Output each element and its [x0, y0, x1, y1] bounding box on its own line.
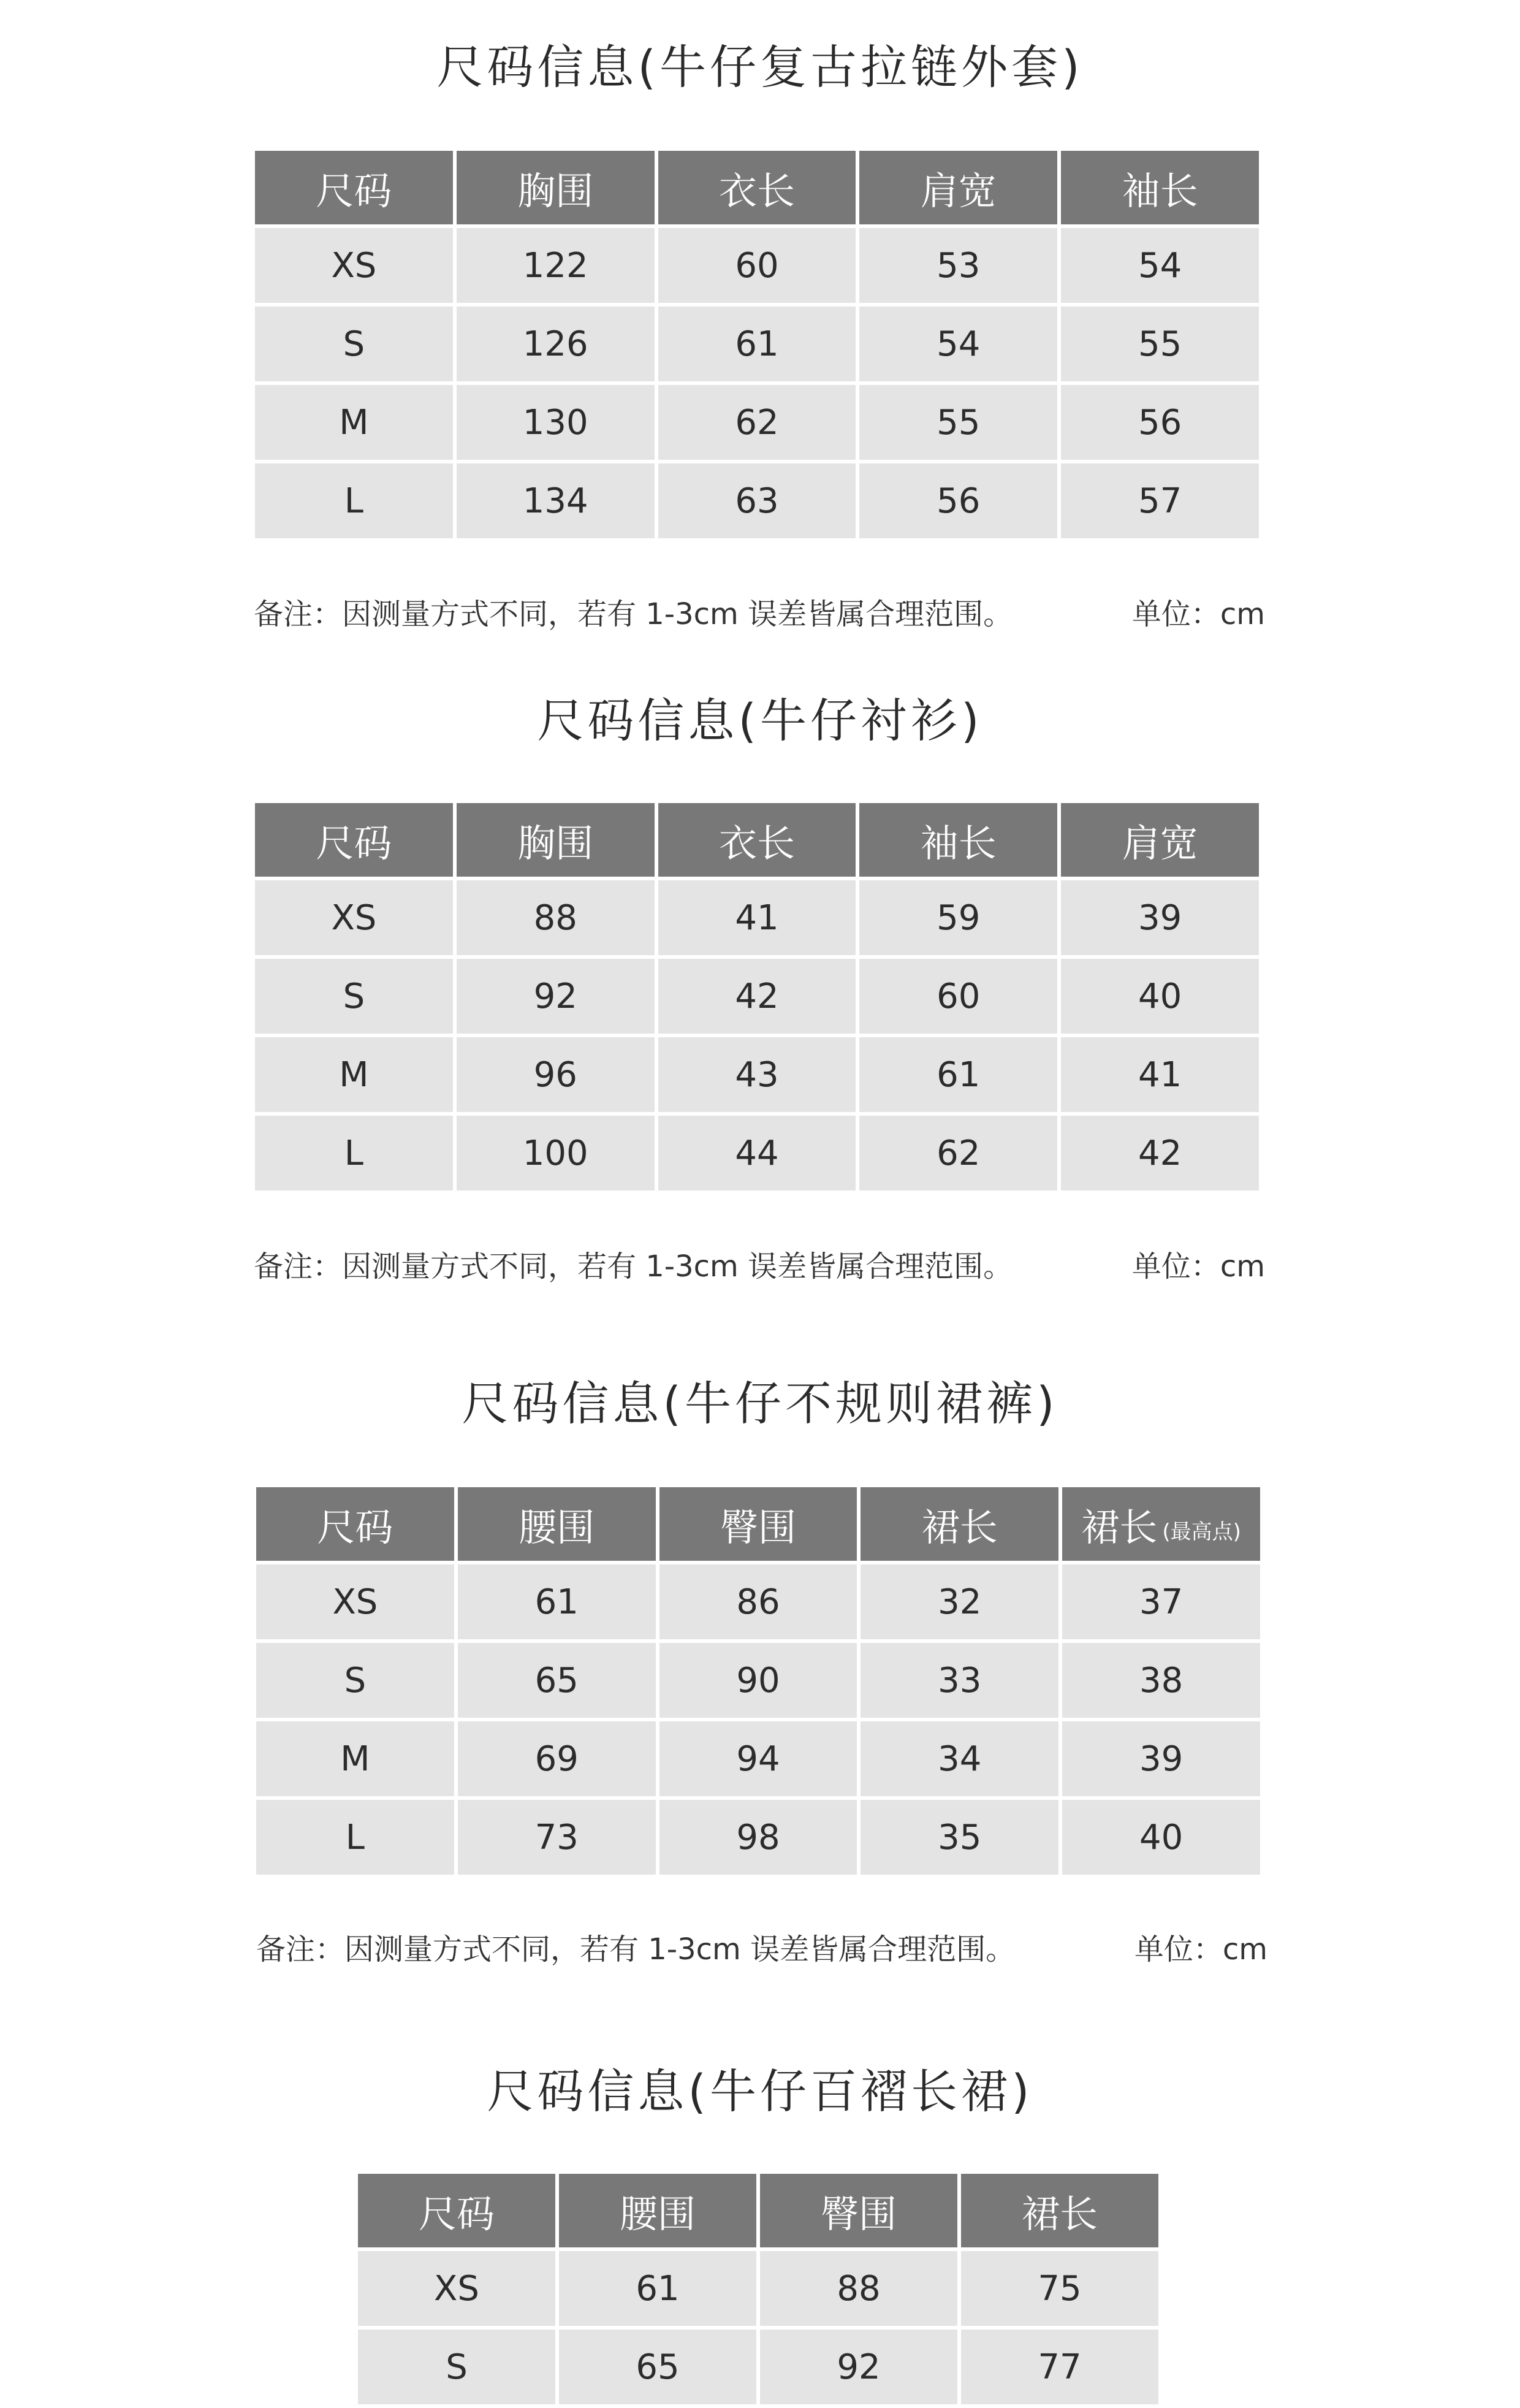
column-header	[457, 803, 655, 877]
table-row	[358, 2251, 1158, 2326]
section-title: 尺码信息(牛仔复古拉链外套)	[436, 40, 1084, 94]
measurement-cell: 39	[1062, 1721, 1260, 1796]
table-header-row	[256, 1487, 1260, 1561]
column-header-label: 肩宽	[920, 168, 997, 213]
column-header	[760, 2174, 957, 2247]
column-header-label: 裙长	[1081, 1504, 1158, 1550]
measurement-cell: 77	[961, 2330, 1158, 2404]
column-header-label: 尺码	[418, 2191, 495, 2236]
size-cell: XS	[255, 228, 453, 303]
measurement-cell: 134	[457, 463, 655, 538]
size-table	[354, 2170, 1162, 2408]
column-header-label: 腰围	[519, 1504, 595, 1550]
measurement-cell: 59	[859, 880, 1057, 955]
measurement-note	[256, 1932, 1267, 1967]
measurement-cell: 100	[457, 1116, 655, 1191]
table-header-row	[255, 803, 1259, 877]
measurement-cell: 40	[1062, 1800, 1260, 1875]
measurement-cell: 69	[458, 1721, 656, 1796]
measurement-cell: 56	[1061, 385, 1259, 460]
measurement-cell: 35	[861, 1800, 1058, 1875]
table-row	[255, 1037, 1259, 1112]
measurement-cell: 65	[458, 1643, 656, 1718]
table-row	[255, 463, 1259, 538]
column-header	[457, 151, 655, 224]
size-cell: S	[255, 307, 453, 381]
measurement-cell: 56	[859, 463, 1057, 538]
measurement-cell: 37	[1062, 1564, 1260, 1639]
column-header-label: 袖长	[920, 820, 997, 866]
measurement-cell: 57	[1061, 463, 1259, 538]
column-header-label: 臀围	[720, 1504, 796, 1550]
column-header-label: 尺码	[316, 168, 392, 213]
column-header-label: 胸围	[517, 168, 594, 213]
measurement-cell: 62	[658, 385, 856, 460]
size-cell: M	[255, 1037, 453, 1112]
table-row	[256, 1643, 1260, 1718]
table-row	[358, 2330, 1158, 2404]
unit-label: 单位：cm	[1131, 1249, 1265, 1284]
measurement-cell: 43	[658, 1037, 856, 1112]
measurement-cell: 42	[658, 959, 856, 1034]
measurement-cell: 34	[861, 1721, 1058, 1796]
measurement-cell: 41	[658, 880, 856, 955]
measurement-cell: 55	[1061, 307, 1259, 381]
measurement-cell: 86	[659, 1564, 857, 1639]
section-title: 尺码信息(牛仔百褶长裙)	[487, 2064, 1033, 2119]
size-cell: L	[255, 1116, 453, 1191]
size-cell: S	[255, 959, 453, 1034]
measurement-cell: 55	[859, 385, 1057, 460]
measurement-cell: 44	[658, 1116, 856, 1191]
measurement-cell: 98	[659, 1800, 857, 1875]
measurement-cell: 130	[457, 385, 655, 460]
measurement-cell: 88	[760, 2251, 957, 2326]
measurement-cell: 96	[457, 1037, 655, 1112]
column-header	[659, 1487, 857, 1561]
column-header-label: 裙长	[1021, 2191, 1098, 2236]
size-cell: M	[256, 1721, 454, 1796]
table-header-row	[358, 2174, 1158, 2247]
table-row	[255, 228, 1259, 303]
column-header-label: 裙长	[921, 1504, 998, 1550]
measurement-cell: 61	[559, 2251, 756, 2326]
size-cell: S	[358, 2330, 555, 2404]
measurement-cell: 90	[659, 1643, 857, 1718]
column-header-note: (最高点)	[1162, 1519, 1241, 1544]
table-row	[255, 385, 1259, 460]
column-header	[859, 151, 1057, 224]
note-text: 备注：因测量方式不同，若有 1-3cm 误差皆属合理范围。	[254, 1249, 1013, 1284]
table-row	[255, 1116, 1259, 1191]
column-header	[256, 1487, 454, 1561]
column-header	[658, 803, 856, 877]
measurement-cell: 53	[859, 228, 1057, 303]
measurement-cell: 60	[658, 228, 856, 303]
column-header	[255, 803, 453, 877]
size-table	[253, 1484, 1264, 1878]
measurement-cell: 65	[559, 2330, 756, 2404]
measurement-cell: 32	[861, 1564, 1058, 1639]
column-header	[658, 151, 856, 224]
measurement-cell: 38	[1062, 1643, 1260, 1718]
measurement-cell: 60	[859, 959, 1057, 1034]
column-header	[458, 1487, 656, 1561]
column-header-label: 衣长	[718, 820, 795, 866]
measurement-cell: 126	[457, 307, 655, 381]
measurement-cell: 73	[458, 1800, 656, 1875]
measurement-note	[254, 1249, 1265, 1284]
size-cell: XS	[255, 880, 453, 955]
column-header-label: 衣长	[718, 168, 795, 213]
column-header	[255, 151, 453, 224]
table-row	[255, 307, 1259, 381]
section-title: 尺码信息(牛仔衬衫)	[537, 693, 983, 748]
size-cell: L	[255, 463, 453, 538]
column-header	[861, 1487, 1058, 1561]
column-header	[358, 2174, 555, 2247]
note-text: 备注：因测量方式不同，若有 1-3cm 误差皆属合理范围。	[254, 597, 1013, 631]
measurement-cell: 94	[659, 1721, 857, 1796]
measurement-cell: 75	[961, 2251, 1158, 2326]
column-header-label: 尺码	[317, 1504, 393, 1550]
column-header	[1061, 803, 1259, 877]
size-table	[251, 799, 1263, 1194]
column-header	[1061, 151, 1259, 224]
measurement-cell: 54	[859, 307, 1057, 381]
column-header-label: 袖长	[1122, 168, 1198, 213]
size-cell: M	[255, 385, 453, 460]
unit-label: 单位：cm	[1131, 597, 1265, 631]
note-text: 备注：因测量方式不同，若有 1-3cm 误差皆属合理范围。	[256, 1932, 1016, 1967]
table-row	[256, 1800, 1260, 1875]
size-cell: S	[256, 1643, 454, 1718]
column-header	[961, 2174, 1158, 2247]
column-header	[559, 2174, 756, 2247]
column-header-label: 腰围	[619, 2191, 696, 2236]
table-header-row	[255, 151, 1259, 224]
column-header	[1062, 1487, 1260, 1561]
size-cell: L	[256, 1800, 454, 1875]
measurement-note	[254, 597, 1265, 631]
measurement-cell: 61	[458, 1564, 656, 1639]
size-cell: XS	[358, 2251, 555, 2326]
measurement-cell: 41	[1061, 1037, 1259, 1112]
measurement-cell: 63	[658, 463, 856, 538]
measurement-cell: 61	[859, 1037, 1057, 1112]
measurement-cell: 39	[1061, 880, 1259, 955]
column-header	[859, 803, 1057, 877]
measurement-cell: 92	[760, 2330, 957, 2404]
column-header-label: 胸围	[517, 820, 594, 866]
size-table	[251, 147, 1263, 542]
measurement-cell: 42	[1061, 1116, 1259, 1191]
measurement-cell: 122	[457, 228, 655, 303]
unit-label: 单位：cm	[1134, 1932, 1267, 1967]
measurement-cell: 88	[457, 880, 655, 955]
section-title: 尺码信息(牛仔不规则裙裤)	[462, 1376, 1058, 1431]
table-row	[256, 1564, 1260, 1639]
measurement-cell: 40	[1061, 959, 1259, 1034]
measurement-cell: 92	[457, 959, 655, 1034]
table-row	[255, 959, 1259, 1034]
table-row	[255, 880, 1259, 955]
column-header-label: 尺码	[316, 820, 392, 866]
column-header-label: 臀围	[820, 2191, 897, 2236]
column-header-label: 肩宽	[1122, 820, 1198, 866]
measurement-cell: 33	[861, 1643, 1058, 1718]
table-row	[256, 1721, 1260, 1796]
measurement-cell: 61	[658, 307, 856, 381]
size-cell: XS	[256, 1564, 454, 1639]
measurement-cell: 62	[859, 1116, 1057, 1191]
measurement-cell: 54	[1061, 228, 1259, 303]
